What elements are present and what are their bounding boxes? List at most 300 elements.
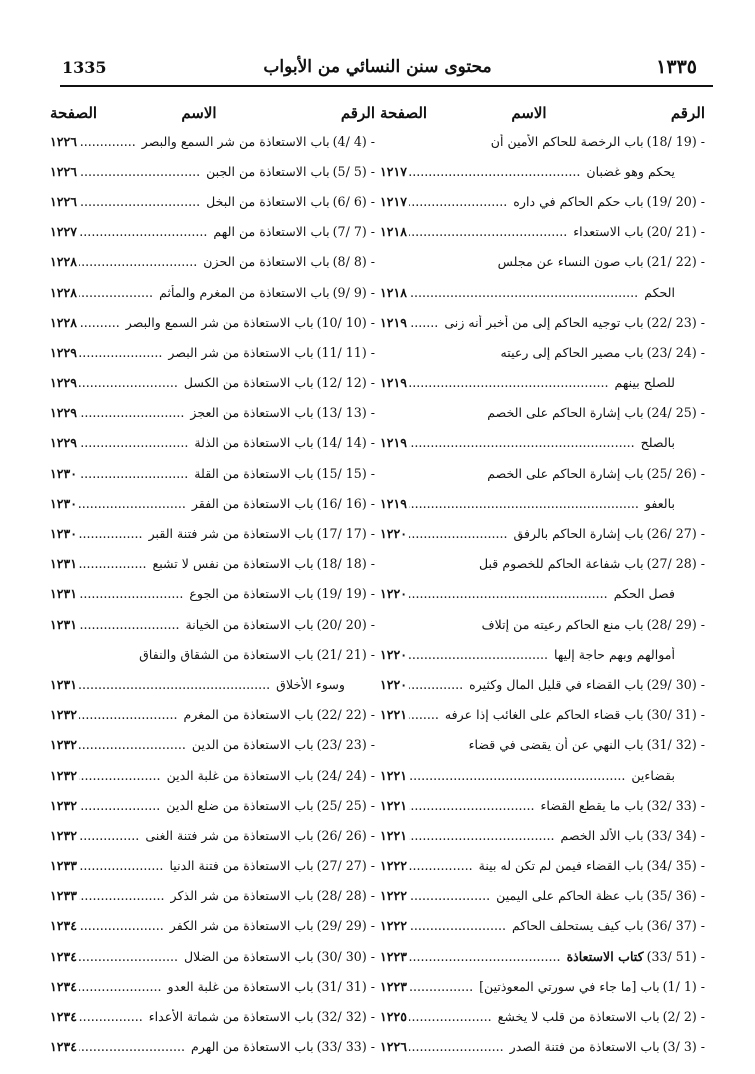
entry-page-number: ١٢٣٠ xyxy=(50,526,78,542)
toc-entry xyxy=(380,971,705,1001)
column-header-page: الصفحة xyxy=(380,104,428,122)
toc-entry xyxy=(50,186,375,216)
entry-number: (32/ 33) - xyxy=(646,797,705,813)
toc-entry xyxy=(50,609,375,639)
toc-entry xyxy=(50,277,375,307)
entry-title xyxy=(79,496,375,511)
entry-text: باب الاستعاذة من الهم xyxy=(213,224,330,240)
entry-text: باب الاستعاذة من شر فتنة القبر xyxy=(148,526,314,542)
entry-number: (17/ 17) - xyxy=(316,526,375,542)
entry-page-number: ١٢٣٤ xyxy=(50,1039,78,1055)
toc-entry xyxy=(50,579,375,609)
entry-title xyxy=(79,556,375,571)
toc-entry xyxy=(380,156,705,186)
entry-text: أموالهم وبهم حاجة إليها xyxy=(554,646,675,662)
entry-text: باب إشارة الحاكم على الخصم xyxy=(487,465,644,481)
entry-text: باب الاستعاذة من ضلع الدين xyxy=(166,797,314,813)
entry-text: يحكم وهو غضبان xyxy=(586,163,675,179)
toc-entry xyxy=(380,639,705,669)
entry-number: (25/ 25) - xyxy=(316,797,375,813)
entry-number: (20/ 20) - xyxy=(316,616,375,632)
entry-text: باب الألد الخصم xyxy=(560,827,644,843)
entry-number: (36/ 37) - xyxy=(646,918,705,934)
entry-number: (21/ 21) - xyxy=(316,646,375,662)
entry-title xyxy=(409,798,705,813)
entry-text: باب شفاعة الحاكم للخصوم قبل xyxy=(478,556,644,572)
toc-entry xyxy=(50,911,375,941)
entry-text: باب مصير الحاكم إلى رعيته xyxy=(500,344,644,360)
header-rule xyxy=(60,85,713,87)
entry-page-number: ١٢٣٢ xyxy=(50,797,78,813)
entry-title xyxy=(79,768,375,783)
entry-title xyxy=(409,1039,705,1054)
entry-title xyxy=(409,435,675,450)
toc-entry xyxy=(380,277,705,307)
entry-title xyxy=(409,677,705,692)
toc-column-right xyxy=(380,100,705,1062)
entry-page-number: ١٢٣١ xyxy=(50,616,78,632)
entry-number: (23/ 23) - xyxy=(316,737,375,753)
entry-page-number: ١٢٢٣ xyxy=(380,948,408,964)
entry-page-number: ١٢٢٩ xyxy=(50,375,78,391)
entry-title xyxy=(409,888,705,903)
entry-text: باب الاستعاذة من شر الكفر xyxy=(169,918,314,934)
toc-entry xyxy=(380,126,705,156)
entry-page-number: ١٢١٩ xyxy=(380,495,408,511)
toc-entry xyxy=(380,247,705,277)
entry-number: (32/ 32) - xyxy=(316,1009,375,1025)
entry-page-number: ١٢١٩ xyxy=(380,435,408,451)
entry-page-number: ١٢٣٢ xyxy=(50,737,78,753)
entry-text: باب الاستعاذة من فتنة الدنيا xyxy=(169,858,314,874)
entry-page-number: ١٢٣٤ xyxy=(50,1009,78,1025)
entry-page-number: ١٢٢٢ xyxy=(380,888,408,904)
entry-number: (8/ 8) - xyxy=(332,254,375,270)
entry-title xyxy=(409,375,675,390)
entry-number: (31/ 31) - xyxy=(316,978,375,994)
entry-title xyxy=(79,435,375,450)
toc-entry xyxy=(380,579,705,609)
entry-title xyxy=(79,979,375,994)
toc-entry xyxy=(380,820,705,850)
entry-page-number: ١٢٣٠ xyxy=(50,495,78,511)
toc-entry xyxy=(380,881,705,911)
entry-page-number: ١٢٣٢ xyxy=(50,707,78,723)
entry-page-number: ١٢٢٨ xyxy=(50,284,78,300)
entry-title xyxy=(409,918,705,933)
entry-number: (16/ 16) - xyxy=(316,495,375,511)
entry-title xyxy=(79,586,375,601)
toc-entry xyxy=(380,186,705,216)
entry-number: (26/ 27) - xyxy=(646,526,705,542)
entry-number: (7/ 7) - xyxy=(332,224,375,240)
toc-entry xyxy=(380,488,705,518)
entry-number: (34/ 35) - xyxy=(646,858,705,874)
toc-entry xyxy=(380,730,705,760)
entry-page-number: ١٢٢٦ xyxy=(50,133,78,149)
entry-text: فصل الحكم xyxy=(613,586,675,602)
entry-page-number: ١٢٢١ xyxy=(380,797,408,813)
entry-text: باب الاستعاذة من المغرم xyxy=(183,707,314,723)
entry-text: باب إشارة الحاكم بالرفق xyxy=(513,526,644,542)
entry-title xyxy=(79,949,375,964)
entry-number: (23/ 24) - xyxy=(646,344,705,360)
entry-text: باب الاستعاذة من فتنة الصدر xyxy=(509,1039,660,1055)
entry-number: (29/ 30) - xyxy=(646,676,705,692)
entry-page-number: ١٢٣٣ xyxy=(50,858,78,874)
entry-title xyxy=(409,496,675,511)
entry-number: (4/ 4) - xyxy=(332,133,375,149)
entry-text: باب الاستعاذة من الدين xyxy=(191,737,314,753)
entry-title xyxy=(79,254,375,269)
toc-entry xyxy=(50,851,375,881)
entry-page-number: ١٢٣١ xyxy=(50,586,78,602)
entry-page-number: ١٢٢٩ xyxy=(50,344,78,360)
entry-title xyxy=(409,768,675,783)
entry-title xyxy=(409,828,705,843)
toc-entry xyxy=(50,217,375,247)
entry-page-number: ١٢٣١ xyxy=(50,556,78,572)
entry-text: باب الاستعاذة من غلبة العدو xyxy=(167,978,314,994)
entry-title xyxy=(409,194,705,209)
toc-entry xyxy=(50,669,375,699)
toc-entry xyxy=(380,337,705,367)
toc-entry xyxy=(50,941,375,971)
entry-title xyxy=(79,194,375,209)
entry-number: (11/ 11) - xyxy=(316,344,375,360)
entry-title xyxy=(79,918,375,933)
toc-entry-kitab xyxy=(380,941,705,971)
entry-title xyxy=(79,1009,375,1024)
toc-entry xyxy=(380,458,705,488)
toc-entry xyxy=(50,428,375,458)
entry-title xyxy=(382,134,705,149)
toc-entry xyxy=(50,700,375,730)
entry-text: باب الاستعاذة من القلة xyxy=(194,465,314,481)
entry-text: للصلح بينهم xyxy=(614,375,675,391)
toc-entry xyxy=(380,368,705,398)
entry-text: باب الاستعاذة من البخل xyxy=(206,193,330,209)
entry-text: الحكم xyxy=(644,284,675,300)
entry-number: (3/ 3) - xyxy=(662,1039,705,1055)
entry-title xyxy=(382,556,705,571)
column-header xyxy=(50,100,375,126)
toc-entry xyxy=(380,851,705,881)
entry-page-number: ١٢٢٩ xyxy=(50,435,78,451)
entry-number: (19/ 19) - xyxy=(316,586,375,602)
toc-entry xyxy=(380,398,705,428)
entry-page-number: ١٢٢١ xyxy=(380,767,408,783)
entry-text: باب الاستعاذة من الجبن xyxy=(206,163,330,179)
entry-title xyxy=(409,285,675,300)
entry-title xyxy=(79,737,375,752)
entry-title xyxy=(79,888,375,903)
entry-page-number: ١٢١٩ xyxy=(380,375,408,391)
entry-page-number: ١٢٢٣ xyxy=(380,978,408,994)
entry-title xyxy=(382,466,705,481)
entry-text: باب الاستعاذة من شر فتنة الغنى xyxy=(145,827,314,843)
entry-title xyxy=(79,526,375,541)
entry-number: (33/ 33) - xyxy=(316,1039,375,1055)
entry-title xyxy=(409,949,705,964)
entry-title xyxy=(382,405,705,420)
entry-text: باب الاستعاذة من الهرم xyxy=(191,1039,314,1055)
entry-number: (31/ 32) - xyxy=(646,737,705,753)
toc-entry xyxy=(380,217,705,247)
page-number-arabic: ١٣٣٥ xyxy=(656,56,697,78)
entry-text: وسوء الأخلاق xyxy=(276,676,345,692)
entry-title xyxy=(382,617,705,632)
entry-text: باب ما يقطع القضاء xyxy=(540,797,644,813)
entry-title xyxy=(79,375,375,390)
entry-page-number: ١٢٢٧ xyxy=(50,224,78,240)
entry-text: باب الاستعاذة من الضلال xyxy=(183,948,314,964)
entry-text: باب الاستعاذة من شر السمع والبصر xyxy=(141,133,330,149)
entry-page-number: ١٢٣٣ xyxy=(50,888,78,904)
toc-entry xyxy=(50,1032,375,1062)
entry-text: باب إشارة الحاكم على الخصم xyxy=(487,405,644,421)
entry-number: (27/ 28) - xyxy=(646,556,705,572)
toc-entry xyxy=(50,760,375,790)
toc-entry xyxy=(380,790,705,820)
entry-text: باب الاستعاذة من الذلة xyxy=(194,435,314,451)
toc-entry xyxy=(50,337,375,367)
entry-text: باب الاستعاذة من غلبة الدين xyxy=(166,767,314,783)
entry-title xyxy=(79,164,375,179)
entry-number: (20/ 21) - xyxy=(646,224,705,240)
entry-text: باب الاستعاذة من الكسل xyxy=(183,375,314,391)
column-header-page: الصفحة xyxy=(50,104,98,122)
entry-title xyxy=(52,647,375,662)
entry-number: (10/ 10) - xyxy=(316,314,375,330)
entry-number: (27/ 27) - xyxy=(316,858,375,874)
entry-page-number: ١٢٢٠ xyxy=(380,526,408,542)
entry-number: (22/ 22) - xyxy=(316,707,375,723)
entry-title xyxy=(79,798,375,813)
entry-number: (28/ 28) - xyxy=(316,888,375,904)
entry-text: باب النهي عن أن يقضى في قضاء xyxy=(468,737,644,753)
entry-text: باب صون النساء عن مجلس xyxy=(497,254,644,270)
entry-title xyxy=(382,345,705,360)
entry-page-number: ١٢١٩ xyxy=(380,314,408,330)
entry-title xyxy=(79,285,375,300)
toc-entry xyxy=(50,156,375,186)
toc-entry xyxy=(50,549,375,579)
entry-title xyxy=(79,315,375,330)
entry-number: (18/ 19) - xyxy=(646,133,705,149)
entry-page-number: ١٢٢٢ xyxy=(380,918,408,934)
toc-entry xyxy=(50,971,375,1001)
toc-entry xyxy=(380,609,705,639)
entry-text: باب الاستعاذة من نفس لا تشبع xyxy=(152,556,314,572)
entry-number: (1/ 1) - xyxy=(662,978,705,994)
entry-page-number: ١٢١٨ xyxy=(380,284,408,300)
entry-number: (22/ 23) - xyxy=(646,314,705,330)
toc-entries xyxy=(50,126,375,1062)
entry-title xyxy=(409,647,675,662)
toc-entry xyxy=(50,247,375,277)
entry-number: (29/ 29) - xyxy=(316,918,375,934)
toc-entry xyxy=(50,307,375,337)
toc-entry xyxy=(50,820,375,850)
entry-page-number: ١٢٣٢ xyxy=(50,827,78,843)
entry-text: باب الاستعاذة من قلب لا يخشع xyxy=(497,1009,660,1025)
entry-page-number: ١٢٢٩ xyxy=(50,405,78,421)
entry-text: باب حكم الحاكم في داره xyxy=(513,193,644,209)
entry-page-number: ١٢٣١ xyxy=(50,676,78,692)
entry-page-number: ١٢٢٠ xyxy=(380,646,408,662)
entry-page-number: ١٢٢٢ xyxy=(380,858,408,874)
toc-entry xyxy=(50,518,375,548)
entry-text: باب الاستعاذة من شر السمع والبصر xyxy=(125,314,314,330)
entry-text: باب الاستعاذة من الجوع xyxy=(189,586,314,602)
entry-title xyxy=(409,586,675,601)
entry-title xyxy=(79,858,375,873)
entry-number: (25/ 26) - xyxy=(646,465,705,481)
toc-entry xyxy=(380,760,705,790)
entry-text: كتاب الاستعاذة xyxy=(566,948,644,964)
entry-text: باب الاستعاذة من المغرم والمأثم xyxy=(159,284,330,300)
entry-title xyxy=(79,707,375,722)
entry-title xyxy=(79,828,375,843)
entry-page-number: ١٢٣٤ xyxy=(50,948,78,964)
entry-number: (13/ 13) - xyxy=(316,405,375,421)
entry-page-number: ١٢٢٠ xyxy=(380,676,408,692)
entry-text: باب الرخصة للحاكم الأمين أن xyxy=(490,133,644,149)
entry-page-number: ١٢١٨ xyxy=(380,224,408,240)
entry-title xyxy=(79,345,375,360)
entry-page-number: ١٢٣٤ xyxy=(50,978,78,994)
entry-text: باب قضاء الحاكم على الغائب إذا عرفه xyxy=(444,707,644,723)
entry-title xyxy=(409,707,705,722)
entry-page-number: ١٢١٧ xyxy=(380,193,408,209)
entry-title xyxy=(409,315,705,330)
entry-number: (12/ 12) - xyxy=(316,375,375,391)
page-header xyxy=(40,52,715,82)
entry-title xyxy=(382,737,705,752)
toc-entry xyxy=(50,398,375,428)
entry-title xyxy=(79,677,345,692)
column-header xyxy=(380,100,705,126)
entry-text: بقضاءين xyxy=(631,767,675,783)
entry-title xyxy=(409,224,705,239)
entry-number: (28/ 29) - xyxy=(646,616,705,632)
entry-number: (33/ 51) - xyxy=(646,948,705,964)
entry-title xyxy=(79,405,375,420)
entry-title xyxy=(79,134,375,149)
entry-page-number: ١٢١٧ xyxy=(380,163,408,179)
entry-number: (9/ 9) - xyxy=(332,284,375,300)
entry-title xyxy=(79,466,375,481)
entry-page-number: ١٢٢٠ xyxy=(380,586,408,602)
toc-entry xyxy=(380,1001,705,1031)
entry-number: (2/ 2) - xyxy=(662,1009,705,1025)
toc-column-left xyxy=(50,100,375,1062)
entry-text: باب الاستعاذة من شر الذكر xyxy=(170,888,314,904)
entry-page-number: ١٢٣٢ xyxy=(50,767,78,783)
entry-text: باب الاستعداء xyxy=(573,224,644,240)
column-header-num: الرقم xyxy=(340,104,375,122)
entry-text: باب الاستعاذة من الحزن xyxy=(203,254,330,270)
toc-entry xyxy=(50,790,375,820)
toc-entry xyxy=(380,518,705,548)
entry-number: (5/ 5) - xyxy=(332,163,375,179)
entry-title xyxy=(409,1009,705,1024)
toc-entry xyxy=(50,368,375,398)
toc-entry xyxy=(50,1001,375,1031)
toc-entry xyxy=(380,700,705,730)
entry-title xyxy=(79,617,375,632)
entry-text: باب الاستعاذة من شماتة الأعداء xyxy=(148,1009,314,1025)
entry-number: (18/ 18) - xyxy=(316,556,375,572)
toc-entry xyxy=(50,458,375,488)
toc-entry xyxy=(50,730,375,760)
toc-entry xyxy=(380,307,705,337)
entry-page-number: ١٢٢٦ xyxy=(380,1039,408,1055)
entry-title xyxy=(79,1039,375,1054)
entry-text: باب عظة الحاكم على اليمين xyxy=(496,888,644,904)
entry-number: (33/ 34) - xyxy=(646,827,705,843)
entry-text: باب الاستعاذة من الخيانة xyxy=(185,616,314,632)
entry-text: باب [ما جاء في سورتي المعوذتين] xyxy=(479,978,660,994)
entry-text: باب الاستعاذة من الفقر xyxy=(191,495,314,511)
entry-number: (30/ 30) - xyxy=(316,948,375,964)
entry-number: (14/ 14) - xyxy=(316,435,375,451)
page-title: محتوى سنن النسائي من الأبواب xyxy=(263,57,492,77)
entry-page-number: ١٢٢٦ xyxy=(50,193,78,209)
entry-number: (21/ 22) - xyxy=(646,254,705,270)
entry-text: باب الاستعاذة من العجز xyxy=(190,405,314,421)
entry-number: (26/ 26) - xyxy=(316,827,375,843)
toc-entry xyxy=(380,1032,705,1062)
entry-text: باب القضاء في قليل المال وكثيره xyxy=(469,676,644,692)
entry-number: (19/ 20) - xyxy=(646,193,705,209)
toc-entry xyxy=(380,911,705,941)
toc-entry xyxy=(50,881,375,911)
entry-number: (35/ 36) - xyxy=(646,888,705,904)
entry-title xyxy=(409,979,705,994)
entry-title xyxy=(409,164,675,179)
entry-text: باب القضاء فيمن لم تكن له بينة xyxy=(478,858,644,874)
entry-number: (15/ 15) - xyxy=(316,465,375,481)
entry-text: باب الاستعاذة من الشقاق والنفاق xyxy=(139,646,314,662)
entry-text: باب منع الحاكم رعيته من إتلاف xyxy=(481,616,644,632)
toc-entry xyxy=(50,488,375,518)
entry-text: بالعفو xyxy=(644,495,675,511)
toc-entry xyxy=(380,428,705,458)
entry-text: باب توجيه الحاكم إلى من أخبر أنه زنى xyxy=(444,314,644,330)
toc-entry xyxy=(50,126,375,156)
toc-entry xyxy=(50,639,375,669)
entry-title xyxy=(382,254,705,269)
entry-title xyxy=(409,858,705,873)
toc-entry xyxy=(380,549,705,579)
toc-entry xyxy=(380,669,705,699)
column-header-num: الرقم xyxy=(670,104,705,122)
column-header-name: الاسم xyxy=(181,104,217,122)
entry-number: (24/ 24) - xyxy=(316,767,375,783)
entry-text: باب كيف يستحلف الحاكم xyxy=(512,918,644,934)
entry-title xyxy=(79,224,375,239)
entry-number: (6/ 6) - xyxy=(332,193,375,209)
entry-page-number: ١٢٣٤ xyxy=(50,918,78,934)
entry-page-number: ١٢٢١ xyxy=(380,827,408,843)
entry-page-number: ١٢٣٠ xyxy=(50,465,78,481)
entry-number: (24/ 25) - xyxy=(646,405,705,421)
entry-page-number: ١٢٢١ xyxy=(380,707,408,723)
entry-page-number: ١٢٢٥ xyxy=(380,1009,408,1025)
column-header-name: الاسم xyxy=(511,104,547,122)
